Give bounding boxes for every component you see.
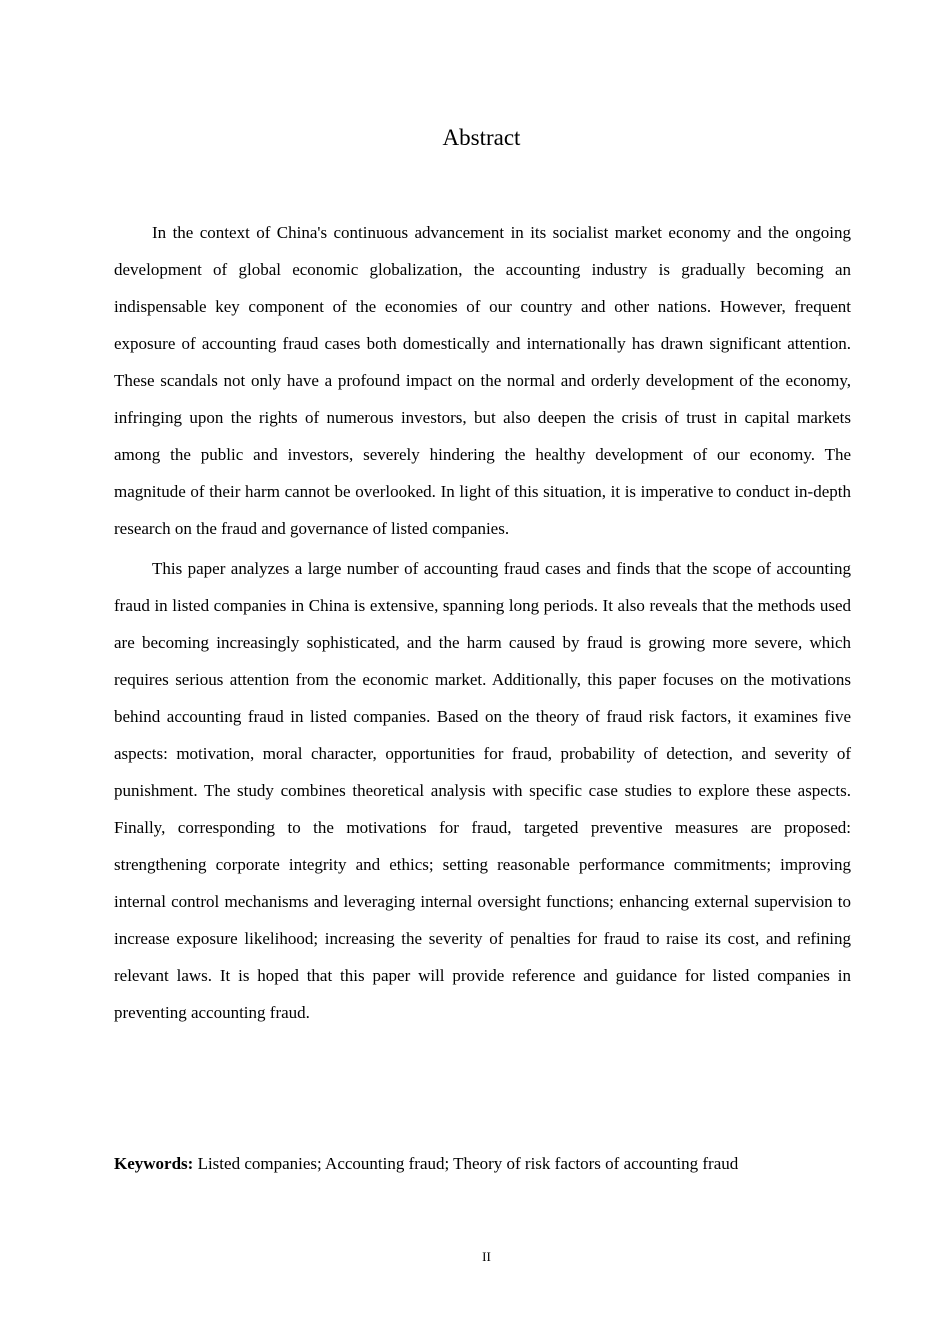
keywords-line <box>114 1149 874 1179</box>
page-number: II <box>482 1249 491 1264</box>
abstract-title: Abstract <box>442 125 521 150</box>
keywords-text: Listed companies; Accounting fraud; Theory of risk factors of accounting fraud <box>193 1154 739 1173</box>
abstract-body <box>114 214 851 1031</box>
abstract-paragraph-1: In the context of China's continuous advancement in its socialist market economy and the ongoing development of global economic globalization, the accounting industry is gradually becoming an indispensable key component of the economies of our country and other nations. However, frequent exposure of accounting fraud cases both domestically and internationally has drawn significant attention. These scandals not only have a profound impact on the normal and orderly development of the economy, infringing upon the rights of numerous investors, but also deepen the crisis of trust in capital markets among the public and investors, severely hindering the healthy development of our economy. The magnitude of their harm cannot be overlooked. In light of this situation, it is imperative to conduct in-depth research on the fraud and governance of listed companies. <box>114 223 851 538</box>
abstract-paragraph-2: This paper analyzes a large number of accounting fraud cases and finds that the scope of accounting fraud in listed companies in China is extensive, spanning long periods. It also reveals that the methods used are becoming increasingly sophisticated, and the harm caused by fraud is growing more severe, which requires serious attention from the economic market. Additionally, this paper focuses on the motivations behind accounting fraud in listed companies. Based on the theory of fraud risk factors, it examines five aspects: motivation, moral character, opportunities for fraud, probability of detection, and severity of punishment. The study combines theoretical analysis with specific case studies to explore these aspects. Finally, corresponding to the motivations for fraud, targeted preventive measures are proposed: strengthening corporate integrity and ethics; setting reasonable performance commitments; improving internal control mechanisms and leveraging internal oversight functions; enhancing external supervision to increase exposure likelihood; increasing the severity of penalties for fraud to raise its cost, and refining relevant laws. It is hoped that this paper will provide reference and guidance for listed companies in preventing accounting fraud. <box>114 559 851 1022</box>
keywords-label: Keywords: <box>114 1154 194 1173</box>
